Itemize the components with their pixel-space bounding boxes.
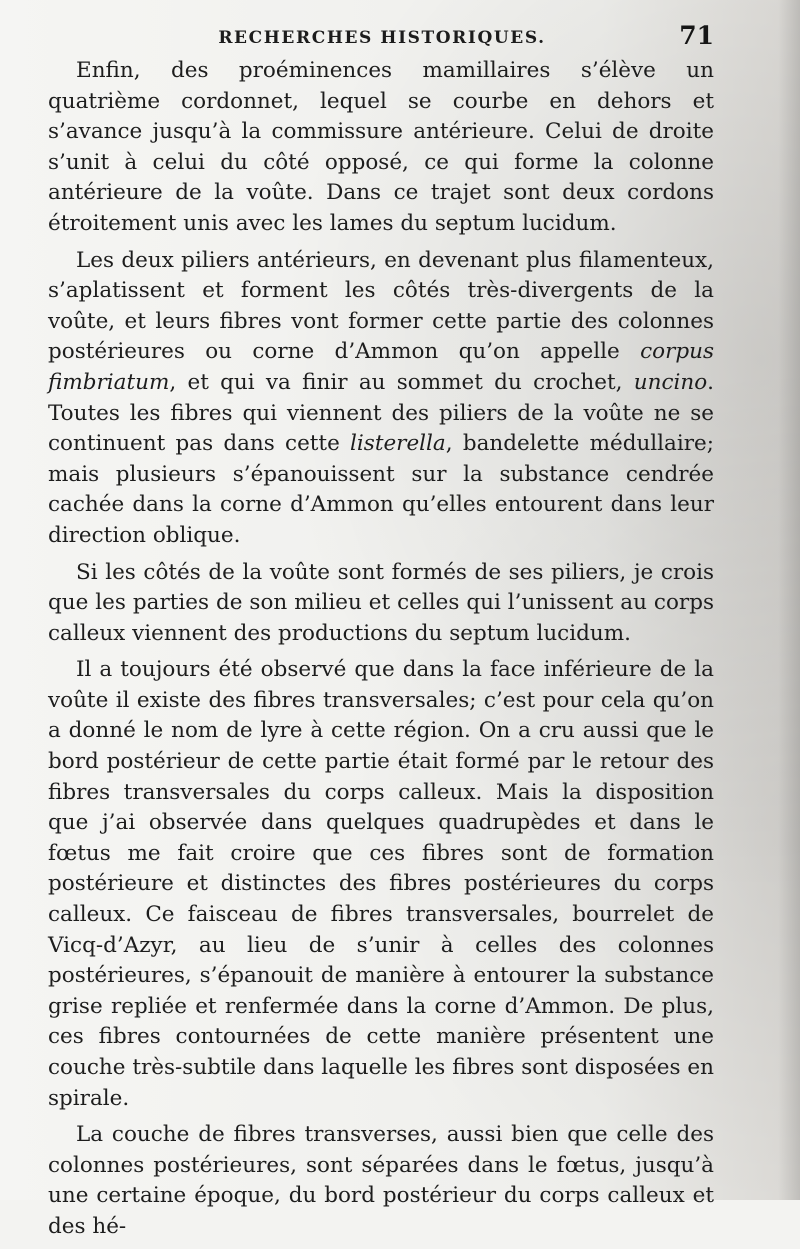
running-head: RECHERCHES HISTORIQUES. xyxy=(218,28,546,48)
page-number: 71 xyxy=(679,21,714,50)
paragraph-2-italic-uncino: uncino xyxy=(633,369,708,395)
paragraph-2-italic-corpus-fimbriatum: corpus fimbriatum xyxy=(48,339,714,395)
page-body xyxy=(48,56,714,1249)
paragraph-2 xyxy=(48,246,714,552)
paragraph-2-part-3: . Toutes les fibres qui viennent des piliers de la voûte ne se continuent pas dans cette xyxy=(48,369,714,457)
paragraph-4: Il a toujours été observé que dans la face inférieure de la voûte il existe des fibres transversales; c’est pour cela qu’on a donné le nom de lyre à cette région. On a cru aussi que le bord postérieur de cette partie était formé par le retour des fibres transversales du corps calleux. Mais la disposition que j’ai observée dans quelques quadrupèdes et dans le fœtus me fait croire que ces fibres sont de formation postérieure et distinctes des fibres postérieures du corps calleux. Ce faisceau de fibres transversales, bourrelet de Vicq-d’Azyr, au lieu de s’unir à celles des colonnes postérieures, s’épanouit de manière à entourer la substance grise repliée et renfermée dans la corne d’Ammon. De plus, ces fibres contournées de cette manière présentent une couche très-subtile dans laquelle les fibres sont disposées en spirale. xyxy=(48,657,714,1111)
page-edge-shadow xyxy=(778,0,800,1200)
page-header xyxy=(50,18,714,54)
paragraph-2-part-4: , bandelette médullaire; mais plusieurs s’épanouissent sur la substance cendrée cachée dans la corne d’Ammon qu’elles entourent dans leur direction oblique. xyxy=(48,431,714,548)
paragraph-2-part-1: Les deux piliers antérieurs, en devenant plus filamenteux, s’aplatissent et forment les côtés très-divergents de la voûte, et leurs fibres vont former cette partie des colonnes postérieures ou corne d’Ammon qu’on appelle xyxy=(48,247,714,365)
paragraph-2-part-2: , et qui va finir au sommet du crochet, xyxy=(169,369,634,395)
paragraph-2-italic-listerella: listerella xyxy=(350,431,446,457)
paragraph-5: La couche de fibres transverses, aussi bien que celle des colonnes postérieures, sont séparées dans le fœtus, jusqu’à une certaine époque, du bord postérieur du corps calleux et des hé- xyxy=(48,1122,714,1239)
paragraph-3: Si les côtés de la voûte sont formés de ses piliers, je crois que les parties de son milieu et celles qui l’unissent au corps calleux viennent des productions du septum lucidum. xyxy=(48,559,714,646)
paragraph-1: Enfin, des proéminences mamillaires s’élève un quatrième cordonnet, lequel se courbe en dehors et s’avance jusqu’à la commissure antérieure. Celui de droite s’unit à celui du côté opposé, ce qui forme la colonne antérieure de la voûte. Dans ce trajet sont deux cordons étroitement unis avec les lames du septum lucidum. xyxy=(48,58,714,236)
